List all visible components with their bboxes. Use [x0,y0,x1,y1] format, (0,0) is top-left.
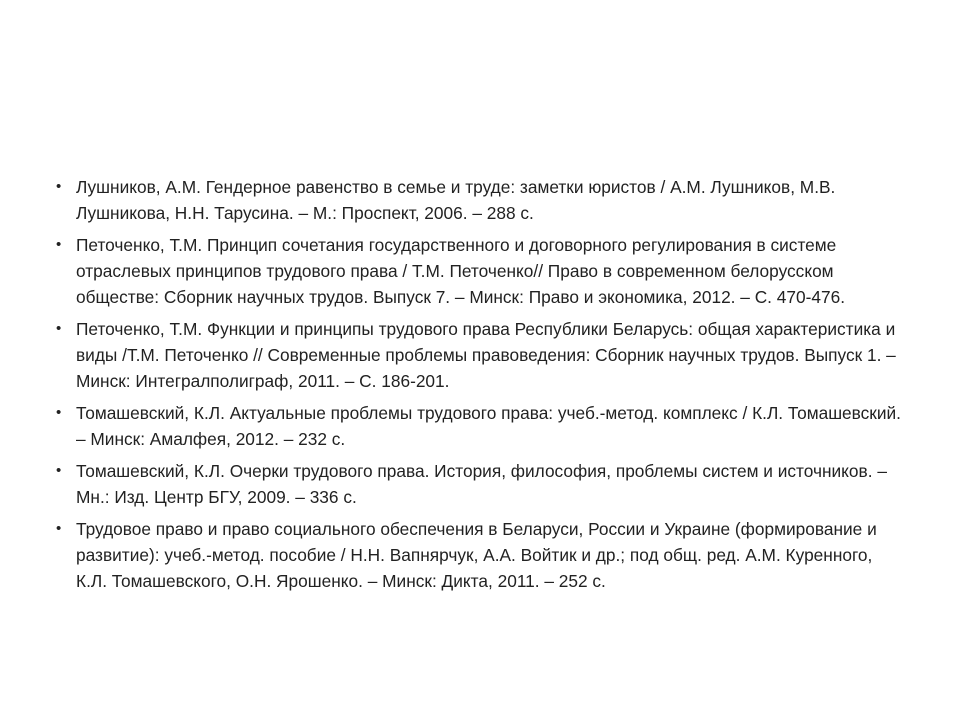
reference-text: Томашевский, К.Л. Актуальные проблемы трудового права: учеб.-метод. комплекс / К.Л. Томашевский. – Минск: Амалфея, 2012. – 232 с. [76,403,901,449]
reference-item-1 [52,174,902,226]
reference-text: Петоченко, Т.М. Принцип сочетания государственного и договорного регулирования в системе отраслевых принципов трудового права / Т.М. Петоченко// Право в современном белорусском обществе: Сборник научных трудов. Выпуск 7. – Минск: Право и экономика, 2012. – С. 470-476. [76,235,846,307]
reference-text: Петоченко, Т.М. Функции и принципы трудового права Республики Беларусь: общая характеристика и виды /Т.М. Петоченко // Современные проблемы правоведения: Сборник научных трудов. Выпуск 1. – Минск: Интегралполиграф, 2011. – С. 186-201. [76,319,896,391]
reference-item-6 [52,516,902,594]
reference-text: Томашевский, К.Л. Очерки трудового права. История, философия, проблемы систем и источников. – Мн.: Изд. Центр БГУ, 2009. – 336 с. [76,461,887,507]
reference-list [52,174,902,600]
bullet-icon: • [56,520,62,537]
reference-item-4 [52,400,902,452]
reference-text: Трудовое право и право социального обеспечения в Беларуси, России и Украине (формирование и развитие): учеб.-метод. пособие / Н.Н. Вапнярчук, А.А. Войтик и др.; под общ. ред. А.М. Куренного, К.Л. Томашевского, О.Н. Ярошенко. – Минск: Дикта, 2011. – 252 с. [76,519,877,591]
reference-item-3 [52,316,902,394]
bullet-icon: • [56,404,62,421]
bullet-icon: • [56,236,62,253]
reference-item-5 [52,458,902,510]
reference-item-2 [52,232,902,310]
bullet-icon: • [56,462,62,479]
reference-text: Лушников, А.М. Гендерное равенство в семье и труде: заметки юристов / А.М. Лушников, М.В. Лушникова, Н.Н. Тарусина. – М.: Проспект, 2006. – 288 с. [76,177,836,223]
bullet-icon: • [56,178,62,195]
bullet-icon: • [56,320,62,337]
